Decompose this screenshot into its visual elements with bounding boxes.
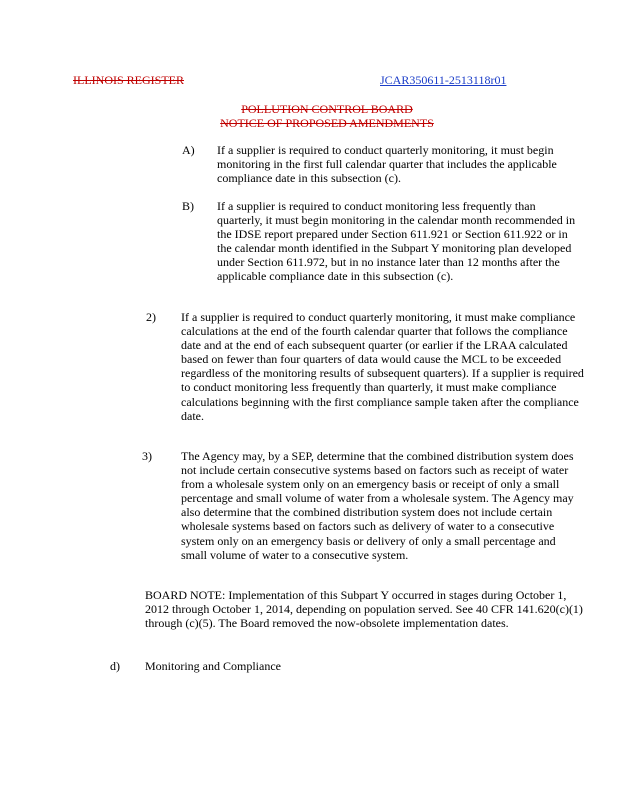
item-text: If a supplier is required to conduct quarterly monitoring, it must begin monitoring in the first full calendar quarter that includes the applicable compliance date in this subsection (c). — [217, 143, 557, 186]
item-label: B) — [182, 199, 194, 213]
agency-name: POLLUTION CONTROL BOARD — [241, 102, 413, 116]
item-label: 2) — [146, 310, 156, 324]
document-id[interactable]: JCAR350611-2513118r01 — [380, 73, 507, 87]
item-text: The Agency may, by a SEP, determine that the combined distribution system does not include certain consecutive systems based on factors such as receipt of water from a wholesale system only on an emergency basis or receipt of only a small percentage and small volume of water from a wholesale system. The Agency may also determine that the combined distribution system does not include certain wholesale systems based on factors such as delivery of water to a consecutive system only on an emergency basis or delivery of only a small percentage and small volume of water to a consecutive system. — [181, 449, 574, 562]
subsection-heading: Monitoring and Compliance — [145, 659, 281, 673]
item-label: A) — [182, 143, 195, 157]
subsection-label: d) — [110, 659, 120, 673]
item-label: 3) — [142, 449, 152, 463]
item-text: If a supplier is required to conduct monitoring less frequently than quarterly, it must begin monitoring in the calendar month recommended in the IDSE report prepared under Section 611.921 or Section 611.922 or in the calendar month identified in the Subpart Y monitoring plan developed under Section 611.972, but in no instance later than 12 months after the applicable compliance date in this subsection (c). — [217, 199, 576, 284]
notice-title: NOTICE OF PROPOSED AMENDMENTS — [220, 116, 434, 130]
board-note: BOARD NOTE: Implementation of this Subpart Y occurred in stages during October 1, 2012 through October 1, 2014, depending on population served. See 40 CFR 141.620(c)(1) through (c)(5). The Board removed the now-obsolete implementation dates. — [145, 588, 583, 631]
item-text: If a supplier is required to conduct quarterly monitoring, it must make compliance calculations at the end of the fourth calendar quarter that follows the compliance date and at the end of each subsequent quarter (or earlier if the LRAA calculated based on fewer than four quarters of data would cause the MCL to be exceeded regardless of the monitoring results of subsequent quarters). If a supplier is required to conduct monitoring less frequently than quarterly, it must make compliance calculations beginning with the first compliance sample taken after the compliance date. — [181, 310, 584, 423]
register-header: ILLINOIS REGISTER — [73, 73, 184, 87]
